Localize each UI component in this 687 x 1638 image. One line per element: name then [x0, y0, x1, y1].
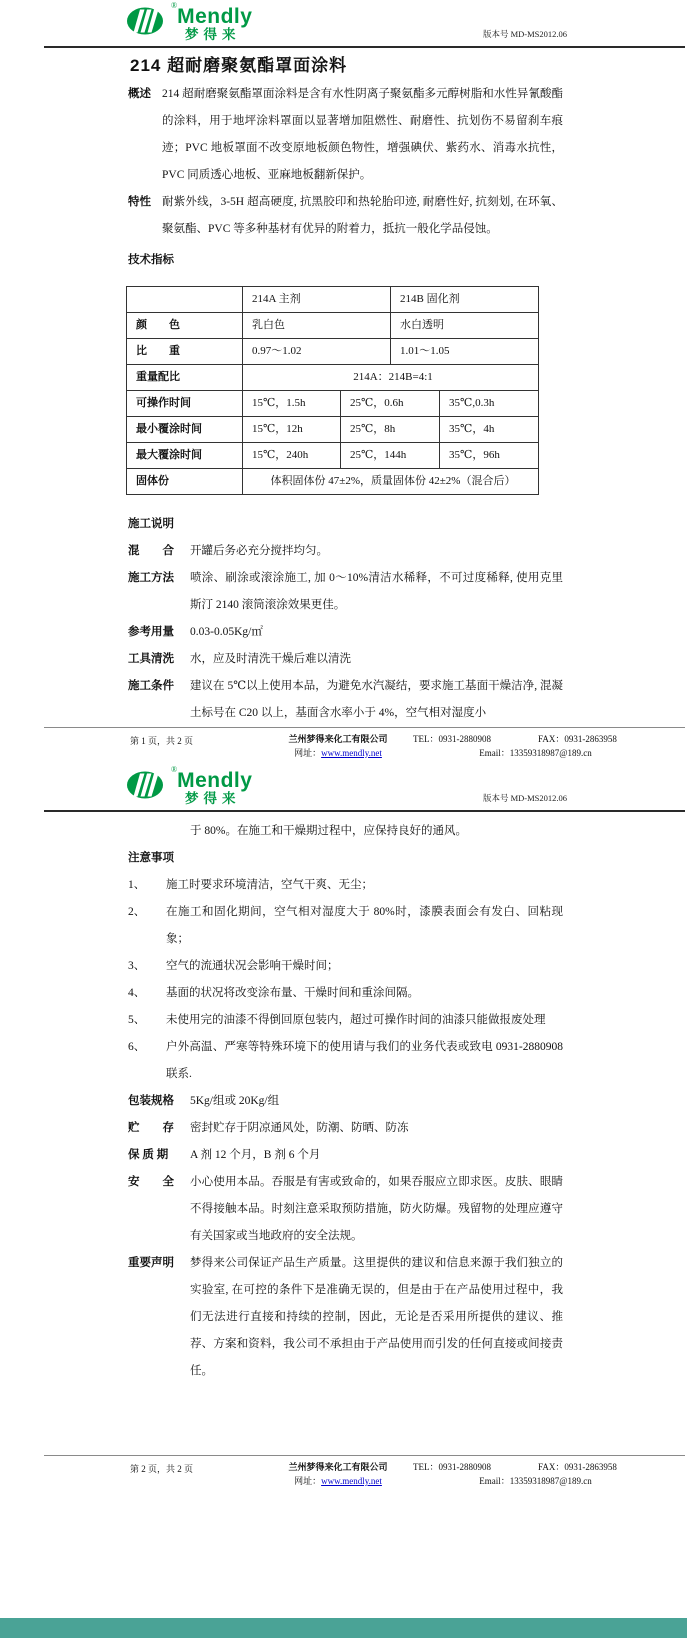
- brand-text: [171, 1, 253, 42]
- note-text: 基面的状况将改变涂布量、干燥时间和重涂间隔。: [166, 986, 419, 999]
- footer-email: Email：13359318987@189.cn: [479, 1476, 592, 1486]
- brand-logo: [126, 1, 253, 42]
- website-link[interactable]: www.mendly.net: [321, 747, 382, 758]
- table-cell: 比 重: [127, 338, 243, 364]
- website-label: 网址：: [294, 1476, 322, 1486]
- note-text: 施工时要求环境清洁，空气干爽、无尘；: [166, 878, 373, 891]
- table-cell: 重量配比: [127, 364, 243, 390]
- table-cell: 25℃，144h: [341, 442, 440, 468]
- note-item-5: [128, 1007, 563, 1034]
- table-row-pot-life: [127, 390, 539, 416]
- table-cell: 25℃，8h: [341, 416, 440, 442]
- page2-content: [0, 812, 687, 1385]
- table-cell: 15℃，12h: [243, 416, 341, 442]
- tech-specs-heading: 技术指标: [128, 253, 174, 266]
- spec-row-mixing: [128, 538, 563, 565]
- page-1: [0, 0, 687, 758]
- note-text: 空气的流通状况会影响干燥时间；: [166, 959, 339, 972]
- spec-label: 工具清洗: [128, 652, 174, 665]
- spec-text: 开罐后务必充分搅拌均匀。: [190, 544, 328, 557]
- page1-content: [0, 48, 687, 727]
- mendly-emblem-icon: [126, 769, 168, 801]
- website-label: 网址：: [294, 747, 322, 758]
- item-row-storage: [128, 1115, 563, 1142]
- page-2: [0, 755, 687, 1618]
- spec-row-cleaning: [128, 646, 563, 673]
- brand-name-en: Mendly: [177, 769, 253, 792]
- note-item-4: [128, 980, 563, 1007]
- table-cell: 乳白色: [243, 312, 391, 338]
- item-text: 梦得来公司保证产品生产质量。这里提供的建议和信息来源于我们独立的实验室, 在可控的条件下是准确无误的，但是由于在产品使用过程中，我们无法进行直接和持续的控制，因此，无论是否采用所提供的建议、推荐、方案和资料，我公司不承担由于产品使用而引发的任何直接或间接责任。: [190, 1256, 563, 1377]
- item-row-disclaimer: [128, 1250, 563, 1385]
- spec-row-conditions: [128, 673, 563, 727]
- brand-logo: [126, 765, 253, 806]
- note-number: 5、: [128, 1013, 146, 1026]
- footer-fax: FAX：0931-2863958: [538, 1462, 617, 1472]
- spec-text: 喷涂、刷涂或滚涂施工, 加 0～10%清洁水稀释，不可过度稀释, 使用克里斯汀 2140 滚筒滚涂效果更佳。: [190, 571, 563, 611]
- overview-row: [128, 81, 563, 189]
- page-number-label: 第 2 页，共 2 页: [130, 1464, 194, 1474]
- page-number-label: 第 1 页，共 2 页: [130, 735, 194, 746]
- spec-text: 建议在 5℃以上使用本品，为避免水汽凝结，要求施工基面干燥洁净, 混凝土标号在 C20 以上，基面含水率小于 4%，空气相对湿度小: [190, 679, 563, 719]
- brand-name-en: Mendly: [177, 5, 253, 28]
- feature-row: [128, 189, 563, 243]
- spec-row-dosage: [128, 619, 563, 646]
- table-cell: 水白透明: [391, 312, 539, 338]
- table-cell: 最小覆涂时间: [127, 416, 243, 442]
- item-label: 包装规格: [128, 1094, 174, 1107]
- spec-text: 0.03-0.05Kg/㎡: [190, 625, 263, 638]
- brand-name-cn: 梦得来: [185, 791, 241, 806]
- note-number: 1、: [128, 878, 146, 891]
- table-cell: 固体份: [127, 468, 243, 494]
- footer-rule: [44, 727, 685, 728]
- note-number: 6、: [128, 1040, 146, 1053]
- table-cell: 最大覆涂时间: [127, 442, 243, 468]
- footer-fax: FAX：0931-2863958: [538, 733, 617, 744]
- item-label: 重要声明: [128, 1256, 174, 1269]
- table-row-max-recoat: [127, 442, 539, 468]
- brand-name-cn: 梦得来: [185, 27, 241, 42]
- mendly-emblem-icon: [126, 5, 168, 37]
- note-text: 未使用完的油漆不得倒回原包装内，超过可操作时间的油漆只能做报废处理: [166, 1013, 546, 1026]
- table-cell: 体积固体份 47±2%，质量固体份 42±2%（混合后）: [243, 468, 539, 494]
- footer-email: Email：13359318987@189.cn: [479, 747, 592, 758]
- version-label: 版本号 MD-MS2012.06: [482, 792, 567, 803]
- footer-tel: TEL：0931-2880908: [413, 1462, 491, 1472]
- spec-label: 参考用量: [128, 625, 174, 638]
- item-row-shelf-life: [128, 1142, 563, 1169]
- item-text: 小心使用本品。吞服是有害或致命的，如果吞服应立即求医。皮肤、眼睛不得接触本品。时刻注意采取预防措施，防火防爆。残留物的处理应遵守有关国家或当地政府的安全法规。: [190, 1175, 563, 1242]
- table-row-min-recoat: [127, 416, 539, 442]
- table-cell: 214A 主剂: [243, 286, 391, 312]
- table-cell: 1.01～1.05: [391, 338, 539, 364]
- table-row-color: [127, 312, 539, 338]
- item-label: 安 全: [128, 1175, 174, 1188]
- footer-tel: TEL：0931-2880908: [413, 733, 491, 744]
- item-text: A 剂 12 个月，B 剂 6 个月: [190, 1148, 321, 1161]
- page-header: [0, 0, 687, 44]
- note-item-3: [128, 953, 563, 980]
- table-cell: 0.97～1.02: [243, 338, 391, 364]
- table-row-gravity: [127, 338, 539, 364]
- feature-text: 耐紫外线，3-5H 超高硬度, 抗黑胶印和热轮胎印迹, 耐磨性好, 抗刻划, 在环氧、聚氨酯、PVC 等多种基材有优异的附着力，抵抗一般化学品侵蚀。: [162, 195, 563, 235]
- note-number: 4、: [128, 986, 146, 999]
- company-name: 兰州梦得来化工有限公司: [288, 733, 388, 744]
- note-number: 2、: [128, 905, 146, 918]
- note-item-1: [128, 872, 563, 899]
- note-text: 户外高温、严寒等特殊环境下的使用请与我们的业务代表或致电 0931-2880908 联系.: [166, 1040, 563, 1080]
- document-title: 214 超耐磨聚氨酯罩面涂料: [130, 55, 348, 75]
- note-text: 在施工和固化期间，空气相对湿度大于 80%时，漆膜表面会有发白、回粘现象；: [166, 905, 563, 945]
- company-name: 兰州梦得来化工有限公司: [288, 1462, 388, 1472]
- spec-label: 施工方法: [128, 571, 174, 584]
- note-number: 3、: [128, 959, 146, 972]
- footer-rule: [44, 1455, 685, 1456]
- spec-text: 水，应及时清洗干燥后难以清洗: [190, 652, 351, 665]
- item-label: 保 质 期: [128, 1148, 169, 1161]
- page2-footer: [0, 1455, 687, 1488]
- item-text: 5Kg/组或 20Kg/组: [190, 1094, 280, 1107]
- note-item-2: [128, 899, 563, 953]
- page-header: [0, 755, 687, 808]
- table-cell: 214B 固化剂: [391, 286, 539, 312]
- table-cell: 35℃，96h: [440, 442, 539, 468]
- item-row-packaging: [128, 1088, 563, 1115]
- table-cell: [127, 286, 243, 312]
- item-row-safety: [128, 1169, 563, 1250]
- construction-heading: 施工说明: [128, 517, 174, 530]
- bottom-teal-bar: [0, 1618, 687, 1638]
- table-cell: 颜 色: [127, 312, 243, 338]
- table-cell: 可操作时间: [127, 390, 243, 416]
- table-row-mix-ratio: [127, 364, 539, 390]
- table-cell: 15℃，1.5h: [243, 390, 341, 416]
- table-cell: 35℃，4h: [440, 416, 539, 442]
- table-cell: 25℃，0.6h: [341, 390, 440, 416]
- feature-label: 特性: [128, 195, 151, 208]
- spec-label: 混 合: [128, 544, 174, 557]
- table-cell: 15℃，240h: [243, 442, 341, 468]
- item-label: 贮 存: [128, 1121, 174, 1134]
- website-link[interactable]: www.mendly.net: [321, 1476, 382, 1486]
- table-cell: 35℃,0.3h: [440, 390, 539, 416]
- registered-mark: ®: [171, 1, 178, 10]
- table-row-solids: [127, 468, 539, 494]
- tech-specs-table: [126, 286, 539, 495]
- overview-text: 214 超耐磨聚氨酯罩面涂料是含有水性阴离子聚氨酯多元醇树脂和水性异氰酸酯的涂料，用于地坪涂料罩面以显著增加阻燃性、耐磨性、抗划伤不易留刹车痕迹；PVC 地板罩面不改变原地板颜色物性，增强碘伏、紫药水、消毒水抗性，PVC 同质透心地板、亚麻地板翻新保护。: [162, 87, 563, 181]
- registered-mark: ®: [171, 765, 178, 774]
- continuation-text: 于 80%。在施工和干燥期过程中，应保持良好的通风。: [190, 824, 467, 837]
- note-item-6: [128, 1034, 563, 1088]
- brand-text: [171, 765, 253, 806]
- overview-label: 概述: [128, 87, 151, 100]
- notes-heading: 注意事项: [128, 851, 174, 864]
- spec-label: 施工条件: [128, 679, 174, 692]
- table-cell: 214A：214B=4:1: [243, 364, 539, 390]
- version-label: 版本号 MD-MS2012.06: [482, 28, 567, 39]
- table-row-header: [127, 286, 539, 312]
- item-text: 密封贮存于阴凉通风处，防潮、防晒、防冻: [190, 1121, 409, 1134]
- spec-row-method: [128, 565, 563, 619]
